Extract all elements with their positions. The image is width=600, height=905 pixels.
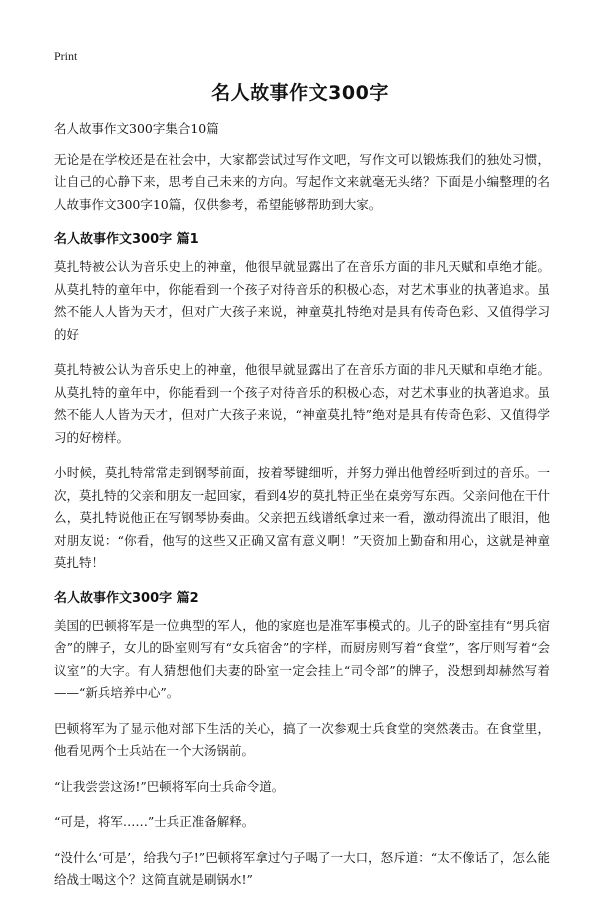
section-paragraph: “没什么‘可是’，给我勺子!”巴顿将军拿过勺子喝了一大口，怒斥道：“太不像话了，怎么能给战士喝这个？这简直就是刷锅水!” bbox=[54, 849, 550, 887]
intro-paragraph: 无论是在学校还是在社会中，大家都尝试过写作文吧，写作文可以锻炼我们的独处习惯，让自己的心静下来，思考自己未来的方向。写起作文来就毫无头绪？下面是小编整理的名人故事作文300字10篇，仅供参考，希望能够帮助到大家。 bbox=[54, 151, 550, 212]
section-paragraph: 巴顿将军为了显示他对部下生活的关心，搞了一次参观士兵食堂的突然袭击。在食堂里，他看见两个士兵站在一个大汤锅前。 bbox=[54, 720, 550, 758]
section-paragraph: 莫扎特被公认为音乐史上的神童，他很早就显露出了在音乐方面的非凡天赋和卓绝才能。从莫扎特的童年中，你能看到一个孩子对待音乐的积极心态，对艺术事业的执著追求。虽然不能人人皆为天才，但对广大孩子来说，“神童莫扎特”绝对是具有传奇色彩、又值得学习的好榜样。 bbox=[54, 362, 550, 445]
section-paragraph: 小时候，莫扎特常常走到钢琴前面，按着琴键细听，并努力弹出他曾经听到过的音乐。一次，莫扎特的父亲和朋友一起回家，看到4岁的莫扎特正坐在桌旁写东西。父亲问他在干什么，莫扎特说他正在写钢琴协奏曲。父亲把五线谱纸拿过来一看，激动得流出了眼泪，他对朋友说：“你看，他写的这些又正确又富有意义啊！”天资加上勤奋和用心，这就是神童莫扎特！ bbox=[54, 465, 550, 570]
section-paragraph: 美国的巴顿将军是一位典型的军人，他的家庭也是准军事模式的。儿子的卧室挂有“男兵宿舍”的牌子，女儿的卧室则写有“女兵宿舍”的字样，而厨房则写着“食堂”，客厅则写着“会议室”的大字。有人猜想他们夫妻的卧室一定会挂上“司令部”的牌子，没想到却赫然写着——“新兵培养中心”。 bbox=[54, 617, 550, 700]
section-paragraph: 莫扎特被公认为音乐史上的神童，他很早就显露出了在音乐方面的非凡天赋和卓绝才能。从莫扎特的童年中，你能看到一个孩子对待音乐的积极心态，对艺术事业的执著追求。虽然不能人人皆为天才，但对广大孩子来说，神童莫扎特绝对是具有传奇色彩、又值得学习的好 bbox=[54, 259, 550, 342]
section-2 bbox=[54, 588, 550, 892]
section-paragraph: “让我尝尝这汤!”巴顿将军向士兵命令道。 bbox=[54, 778, 285, 794]
print-link[interactable]: Print bbox=[54, 49, 78, 63]
section-heading: 名人故事作文300字 篇2 bbox=[54, 590, 199, 606]
document-subtitle: 名人故事作文300字集合10篇 bbox=[54, 121, 219, 136]
section-1 bbox=[54, 229, 550, 575]
section-heading: 名人故事作文300字 篇1 bbox=[54, 232, 199, 247]
document-body bbox=[54, 118, 550, 905]
section-paragraph: “可是，将军……”士兵正准备解释。 bbox=[54, 814, 255, 829]
page-title: 名人故事作文300字 bbox=[211, 82, 389, 104]
